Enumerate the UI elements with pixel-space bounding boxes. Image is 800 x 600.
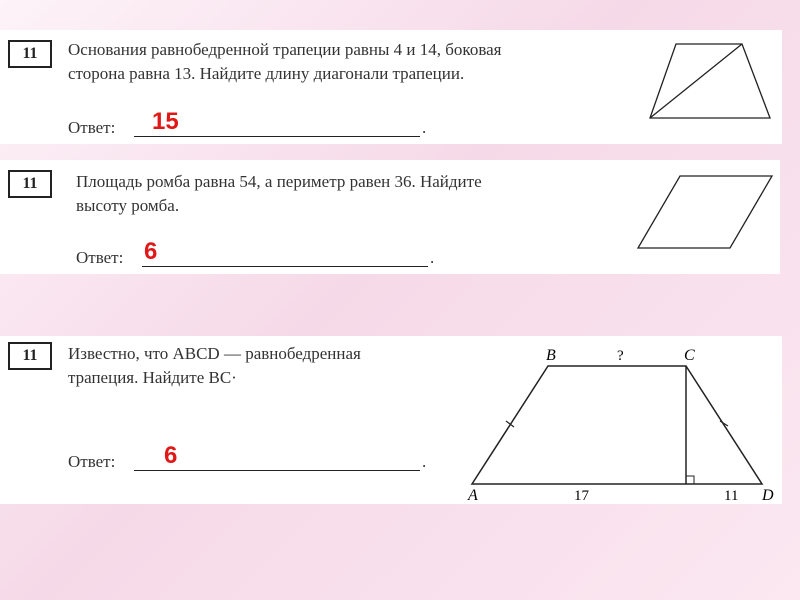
problem-number-badge: 11 (8, 342, 52, 370)
problem-text (76, 170, 482, 218)
answer-value: 15 (152, 108, 179, 135)
problem-text-line: Известно, что ABCD — равнобедренная (68, 344, 361, 363)
problem-number-badge: 11 (8, 170, 52, 198)
problem-text (68, 38, 501, 86)
trapezoid-abcd-figure (462, 340, 782, 504)
problem-card-1 (0, 30, 782, 144)
answer-line[interactable] (134, 470, 420, 471)
length-label-17: 17 (574, 488, 589, 504)
answer-period: . (422, 118, 427, 137)
answer-line[interactable] (142, 266, 428, 267)
vertex-label-b: B (546, 347, 556, 364)
problem-number-badge: 11 (8, 40, 52, 68)
answer-value: 6 (164, 442, 178, 469)
problem-text (68, 342, 361, 390)
answer-period: . (430, 248, 435, 267)
problem-text-line: Площадь ромба равна 54, а периметр равен 36. Найдите (76, 172, 482, 191)
problem-text-line: Основания равнобедренной трапеции равны 4 и 14, боковая (68, 40, 502, 59)
vertex-label-a: A (468, 487, 478, 504)
answer-label: Ответ: (68, 452, 116, 471)
rhombus-figure (630, 170, 780, 250)
vertex-label-d: D (762, 487, 774, 504)
problem-text-line: сторона равна 13. Найдите длину диагонали трапеции. (68, 64, 465, 83)
length-label-11: 11 (724, 488, 739, 504)
problem-card-2 (0, 160, 780, 274)
problem-text-line: высоту ромба. (76, 196, 180, 215)
problem-card-3 (0, 336, 782, 504)
answer-label: Ответ: (76, 248, 124, 267)
trapezoid-diagonal-figure (640, 38, 780, 122)
answer-period: . (422, 452, 427, 471)
answer-label: Ответ: (68, 118, 116, 137)
vertex-label-c: C (684, 347, 695, 364)
problem-text-line: трапеция. Найдите BC· (68, 368, 237, 387)
answer-value: 6 (144, 238, 158, 265)
answer-line[interactable] (134, 136, 420, 137)
unknown-label: ? (617, 348, 624, 364)
